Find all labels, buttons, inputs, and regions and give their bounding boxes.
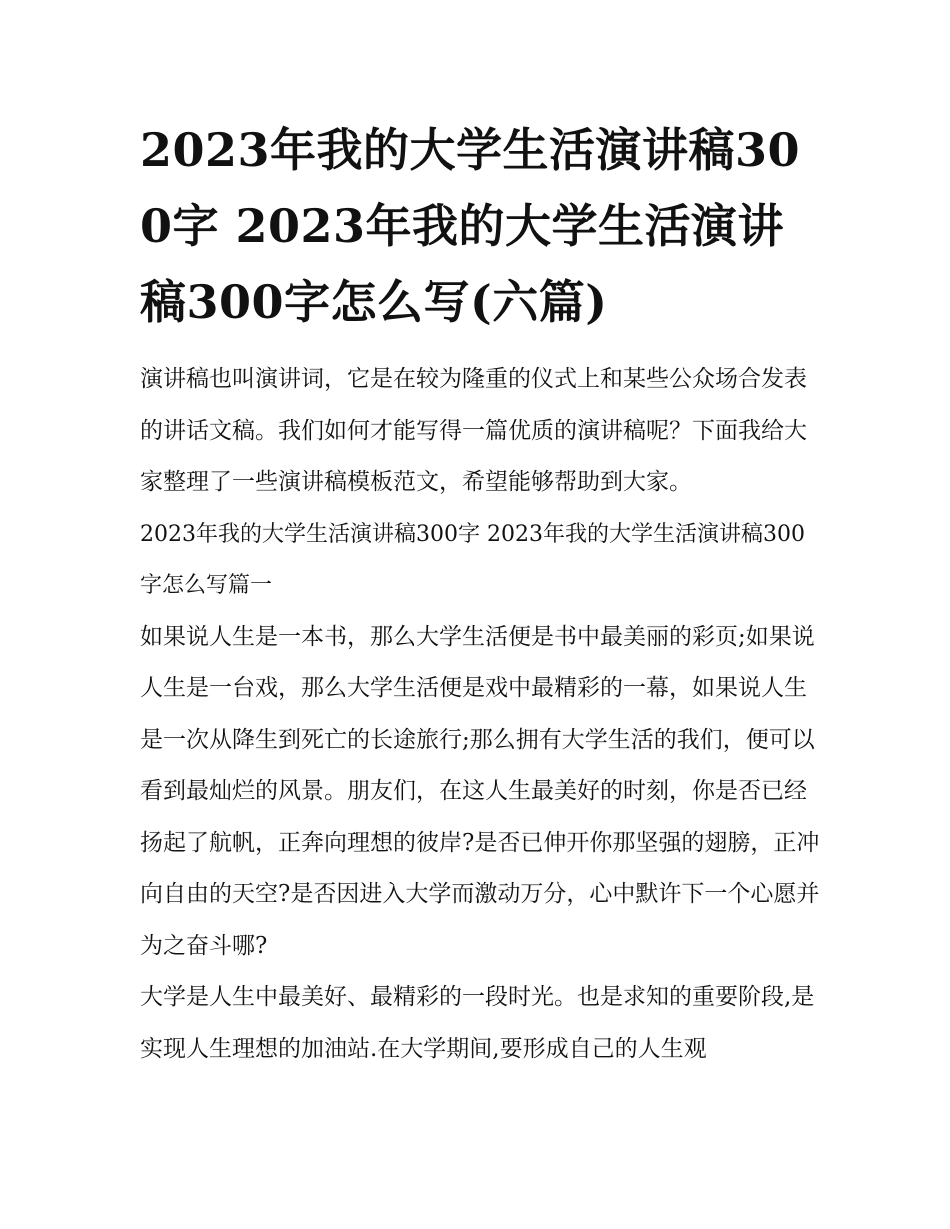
intro-paragraph: 演讲稿也叫演讲词，它是在较为隆重的仪式上和某些公众场合发表的讲话文稿。我们如何才能写得一篇优质的演讲稿呢？下面我给大家整理了一些演讲稿模板范文，希望能够帮助到大家。 — [140, 366, 807, 495]
body-paragraph: 如果说人生是一本书，那么大学生活便是书中最美丽的彩页;如果说人生是一台戏，那么大学生活便是戏中最精彩的一幕，如果说人生是一次从降生到死亡的长途旅行;那么拥有大学生活的我们，便可以看到最灿烂的风景。朋友们，在这人生最美好的时刻，你是否已经扬起了航帆，正奔向理想的彼岸?是否已伸开你那坚强的翅膀，正冲向自由的天空?是否因进入大学而激动万分，心中默许下一个心愿并为之奋斗哪? — [140, 623, 820, 959]
section-heading: 2023年我的大学生活演讲稿300字 2023年我的大学生活演讲稿300字怎么写篇一 — [140, 521, 805, 598]
body-paragraph: 大学是人生中最美好、最精彩的一段时光。也是求知的重要阶段,是实现人生理想的加油站.在大学期间,要形成自己的人生观 — [140, 984, 815, 1062]
document-body — [140, 112, 820, 1075]
document-title: 2023年我的大学生活演讲稿300字 2023年我的大学生活演讲稿300字怎么写(六篇) — [140, 123, 801, 329]
